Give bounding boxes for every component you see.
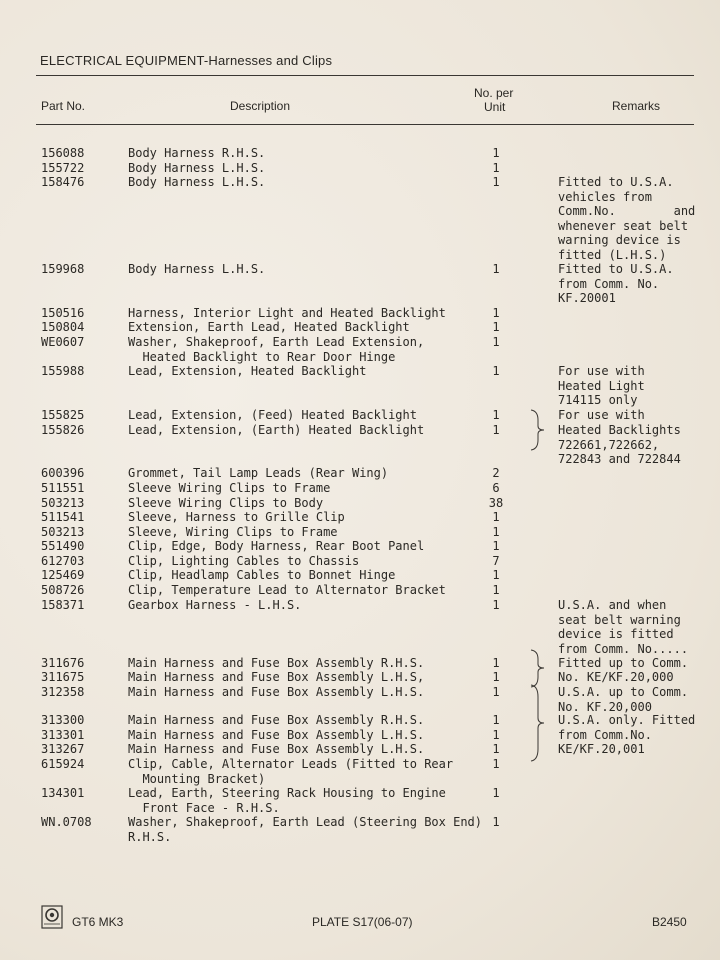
- remark-line: For use with: [558, 364, 645, 378]
- part-number: 159968: [41, 262, 85, 276]
- part-description: Clip, Headlamp Cables to Bonnet Hinge: [128, 568, 396, 582]
- remark-line: U.S.A. up to Comm.: [558, 685, 689, 699]
- part-number: WE0607: [41, 335, 85, 349]
- footer-model: GT6 MK3: [72, 915, 124, 929]
- quantity-per-unit: 1: [492, 510, 500, 524]
- header-qty-line2: Unit: [484, 100, 506, 114]
- part-description: Main Harness and Fuse Box Assembly R.H.S.: [128, 713, 425, 727]
- part-number: 511551: [41, 481, 85, 495]
- part-description: Grommet, Tail Lamp Leads (Rear Wing): [128, 466, 389, 480]
- part-number: 158476: [41, 175, 85, 189]
- quantity-per-unit: 1: [492, 728, 500, 742]
- header-qty-line1: No. per: [474, 86, 514, 100]
- part-number: 150804: [41, 320, 85, 334]
- part-description: Lead, Earth, Steering Rack Housing to Engine: [128, 786, 446, 800]
- remark-line: 722661,722662,: [558, 437, 660, 452]
- part-number: 503213: [41, 525, 85, 539]
- remark-line: U.S.A. only. Fitted: [558, 713, 696, 727]
- quantity-per-unit: 38: [488, 496, 504, 510]
- title-rule: [36, 75, 694, 76]
- remark-line: Heated Light: [558, 378, 645, 393]
- footer-code: B2450: [652, 915, 687, 929]
- part-description: Mounting Bracket): [128, 771, 266, 786]
- footer-plate: PLATE S17(06-07): [312, 915, 413, 929]
- part-number: 511541: [41, 510, 85, 524]
- remark-line: Heated Backlights: [558, 423, 681, 437]
- part-description: Body Harness L.H.S.: [128, 161, 266, 175]
- quantity-per-unit: 1: [492, 539, 500, 553]
- part-description: Heated Backlight to Rear Door Hinge: [128, 349, 396, 364]
- quantity-per-unit: 1: [492, 742, 500, 756]
- remark-line: from Comm.No.: [558, 728, 652, 742]
- quantity-per-unit: 1: [492, 583, 500, 597]
- remark-line: Fitted up to Comm.: [558, 656, 689, 670]
- brace-bracket: [528, 648, 548, 688]
- remark-line: For use with: [558, 408, 645, 422]
- quantity-per-unit: 1: [492, 685, 500, 699]
- quantity-per-unit: 1: [492, 713, 500, 727]
- quantity-per-unit: 1: [492, 757, 500, 771]
- part-description: Clip, Temperature Lead to Alternator Bracket: [128, 583, 446, 597]
- remark-line: from Comm. No.: [558, 276, 660, 291]
- part-description: Sleeve, Harness to Grille Clip: [128, 510, 345, 524]
- part-description: Washer, Shakeproof, Earth Lead Extension,: [128, 335, 425, 349]
- part-description: Body Harness L.H.S.: [128, 262, 266, 276]
- quantity-per-unit: 1: [492, 320, 500, 334]
- part-number: 503213: [41, 496, 85, 510]
- part-number: 551490: [41, 539, 85, 553]
- remark-line: warning device is: [558, 233, 681, 247]
- part-number: 313267: [41, 742, 85, 756]
- remark-line: No. KE/KF.20,000: [558, 670, 674, 684]
- part-number: 615924: [41, 757, 85, 771]
- quantity-per-unit: 1: [492, 786, 500, 800]
- part-description: Extension, Earth Lead, Heated Backlight: [128, 320, 410, 334]
- quantity-per-unit: 1: [492, 656, 500, 670]
- quantity-per-unit: 1: [492, 161, 500, 175]
- quantity-per-unit: 6: [492, 481, 500, 495]
- remark-line: Comm.No. and: [558, 204, 696, 218]
- part-number: 158371: [41, 598, 85, 612]
- quantity-per-unit: 1: [492, 815, 500, 829]
- british-leyland-logo-icon: [41, 905, 63, 929]
- remark-line: from Comm. No.....: [558, 641, 689, 656]
- quantity-per-unit: 1: [492, 408, 500, 422]
- part-number: 155826: [41, 423, 85, 437]
- remark-line: No. KF.20,000: [558, 699, 652, 714]
- part-number: 125469: [41, 568, 85, 582]
- part-number: 156088: [41, 146, 85, 160]
- header-part-no: Part No.: [41, 99, 86, 113]
- part-description: Sleeve, Wiring Clips to Frame: [128, 525, 338, 539]
- part-description: Sleeve Wiring Clips to Body: [128, 496, 324, 510]
- part-description: Body Harness L.H.S.: [128, 175, 266, 189]
- quantity-per-unit: 1: [492, 568, 500, 582]
- part-description: Lead, Extension, (Feed) Heated Backlight: [128, 408, 417, 422]
- quantity-per-unit: 7: [492, 554, 500, 568]
- remark-line: vehicles from: [558, 189, 652, 204]
- quantity-per-unit: 1: [492, 175, 500, 189]
- part-description: Main Harness and Fuse Box Assembly R.H.S.: [128, 656, 425, 670]
- remark-line: device is fitted: [558, 627, 674, 641]
- part-number: 312358: [41, 685, 85, 699]
- part-description: Clip, Edge, Body Harness, Rear Boot Panel: [128, 539, 425, 553]
- remark-line: Fitted to U.S.A.: [558, 262, 674, 276]
- part-description: R.H.S.: [128, 829, 172, 844]
- remark-line: U.S.A. and when: [558, 598, 667, 612]
- quantity-per-unit: 2: [492, 466, 500, 480]
- part-number: WN.0708: [41, 815, 92, 829]
- remark-line: KF.20001: [558, 291, 616, 305]
- remark-line: whenever seat belt: [558, 218, 689, 233]
- part-number: 313300: [41, 713, 85, 727]
- header-description: Description: [230, 99, 291, 113]
- remark-line: seat belt warning: [558, 612, 681, 627]
- header-rule: [36, 124, 694, 125]
- remark-line: 722843 and 722844: [558, 452, 681, 466]
- quantity-per-unit: 1: [492, 670, 500, 684]
- remark-line: 714115 only: [558, 393, 638, 407]
- header-remarks: Remarks: [612, 99, 661, 113]
- part-description: Lead, Extension, (Earth) Heated Backlight: [128, 423, 425, 437]
- remark-line: fitted (L.H.S.): [558, 247, 667, 262]
- part-number: 600396: [41, 466, 85, 480]
- part-number: 155722: [41, 161, 85, 175]
- part-description: Gearbox Harness - L.H.S.: [128, 598, 302, 612]
- part-number: 134301: [41, 786, 85, 800]
- part-description: Main Harness and Fuse Box Assembly L.H.S.: [128, 685, 425, 699]
- quantity-per-unit: 1: [492, 423, 500, 437]
- part-description: Main Harness and Fuse Box Assembly L.H.S.: [128, 728, 425, 742]
- part-description: Harness, Interior Light and Heated Backlight: [128, 306, 446, 320]
- part-description: Lead, Extension, Heated Backlight: [128, 364, 367, 378]
- part-number: 313301: [41, 728, 85, 742]
- quantity-per-unit: 1: [492, 598, 500, 612]
- quantity-per-unit: 1: [492, 146, 500, 160]
- part-description: Front Face - R.H.S.: [128, 800, 280, 815]
- part-description: Sleeve Wiring Clips to Frame: [128, 481, 331, 495]
- quantity-per-unit: 1: [492, 262, 500, 276]
- part-number: 508726: [41, 583, 85, 597]
- brace-bracket: [528, 683, 548, 763]
- quantity-per-unit: 1: [492, 525, 500, 539]
- quantity-per-unit: 1: [492, 335, 500, 349]
- part-description: Clip, Lighting Cables to Chassis: [128, 554, 360, 568]
- quantity-per-unit: 1: [492, 306, 500, 320]
- part-number: 311676: [41, 656, 85, 670]
- part-description: Clip, Cable, Alternator Leads (Fitted to Rear: [128, 757, 454, 771]
- part-number: 311675: [41, 670, 85, 684]
- quantity-per-unit: 1: [492, 364, 500, 378]
- part-number: 155825: [41, 408, 85, 422]
- part-description: Body Harness R.H.S.: [128, 146, 266, 160]
- remark-line: Fitted to U.S.A.: [558, 175, 674, 189]
- part-description: Main Harness and Fuse Box Assembly L.H.S,: [128, 670, 425, 684]
- page-title: ELECTRICAL EQUIPMENT-Harnesses and Clips: [40, 53, 333, 68]
- remark-line: KE/KF.20,001: [558, 742, 645, 756]
- part-number: 155988: [41, 364, 85, 378]
- part-description: Washer, Shakeproof, Earth Lead (Steering Box End): [128, 815, 483, 829]
- part-number: 150516: [41, 306, 85, 320]
- brace-bracket: [528, 408, 548, 452]
- part-description: Main Harness and Fuse Box Assembly L.H.S.: [128, 742, 425, 756]
- part-number: 612703: [41, 554, 85, 568]
